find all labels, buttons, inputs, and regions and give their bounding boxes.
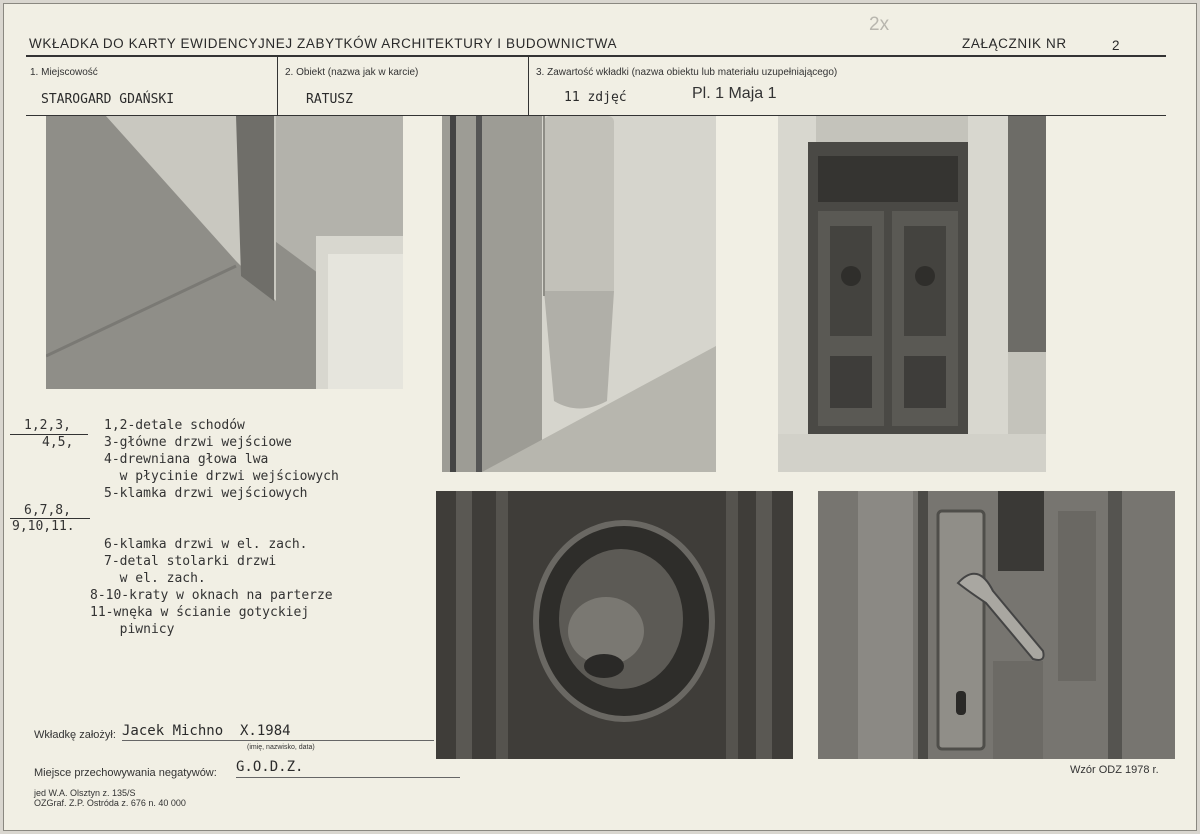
photo-lion-head [436,491,793,759]
sheet-title: WKŁADKA DO KARTY EWIDENCYJNEJ ZABYTKÓW ARCHITEKTURY I BUDOWNICTWA [29,36,618,51]
author-line [122,740,434,741]
storage-label: Miejsce przechowywania negatywów: [34,767,217,779]
annex-number: 2 [1112,38,1121,53]
field-3-label: 3. Zawartość wkładki (nazwa obiektu lub materiału uzupełniającego) [536,67,838,78]
author-value: Jacek Michno X.1984 [122,723,291,739]
legend-group-2-a: 6,7,8, [24,503,71,518]
field-2-value: RATUSZ [306,92,353,107]
divider-2 [528,57,529,115]
field-1-label: 1. Miejscowość [30,67,98,78]
storage-line [236,777,460,778]
print-info-1: jed W.A. Olsztyn z. 135/S [34,788,136,798]
legend-line: 8-10-kraty w oknach na parterze [90,588,333,603]
record-sheet [3,3,1197,831]
author-hint: (imię, nazwisko, data) [247,744,315,751]
annex-label: ZAŁĄCZNIK NR [962,36,1067,51]
legend-line: piwnicy [104,622,175,637]
legend-line: 11-wnęka w ścianie gotyckiej [90,605,310,620]
legend-group-1-b: 4,5, [42,435,74,450]
legend-group-2-b: 9,10,11. [12,519,75,534]
photo-stair-pipe [442,116,716,472]
legend-line: 7-detal stolarki drzwi [104,554,277,569]
legend-line: 1,2-detale schodów [104,418,245,433]
header-rule [26,55,1166,57]
divider-1 [277,57,278,115]
legend-group-1-a: 1,2,3, [24,418,71,433]
legend-line: 5-klamka drzwi wejściowych [104,486,308,501]
legend-line: 6-klamka drzwi w el. zach. [104,537,308,552]
pencil-note: 2x [869,14,890,35]
photo-door-handle [818,491,1175,759]
field-2-label: 2. Obiekt (nazwa jak w karcie) [285,67,419,78]
photo-main-door [778,116,1046,472]
legend-line: 4-drewniana głowa lwa [104,452,269,467]
storage-value: G.O.D.Z. [236,759,304,775]
form-pattern: Wzór ODZ 1978 r. [1070,764,1159,776]
field-1-value: STAROGARD GDAŃSKI [41,92,175,107]
legend-line: w el. zach. [104,571,206,586]
photo-stair-detail [46,116,403,389]
legend-line: 3-główne drzwi wejściowe [104,435,292,450]
author-label: Wkładkę założył: [34,729,116,741]
field-3-value: 11 zdjęć [564,90,627,105]
field-3-handwritten: Pl. 1 Maja 1 [692,85,777,102]
legend-line: w płycinie drzwi wejściowych [104,469,339,484]
print-info-2: OZGraf. Z.P. Ostróda z. 676 n. 40 000 [34,798,186,808]
